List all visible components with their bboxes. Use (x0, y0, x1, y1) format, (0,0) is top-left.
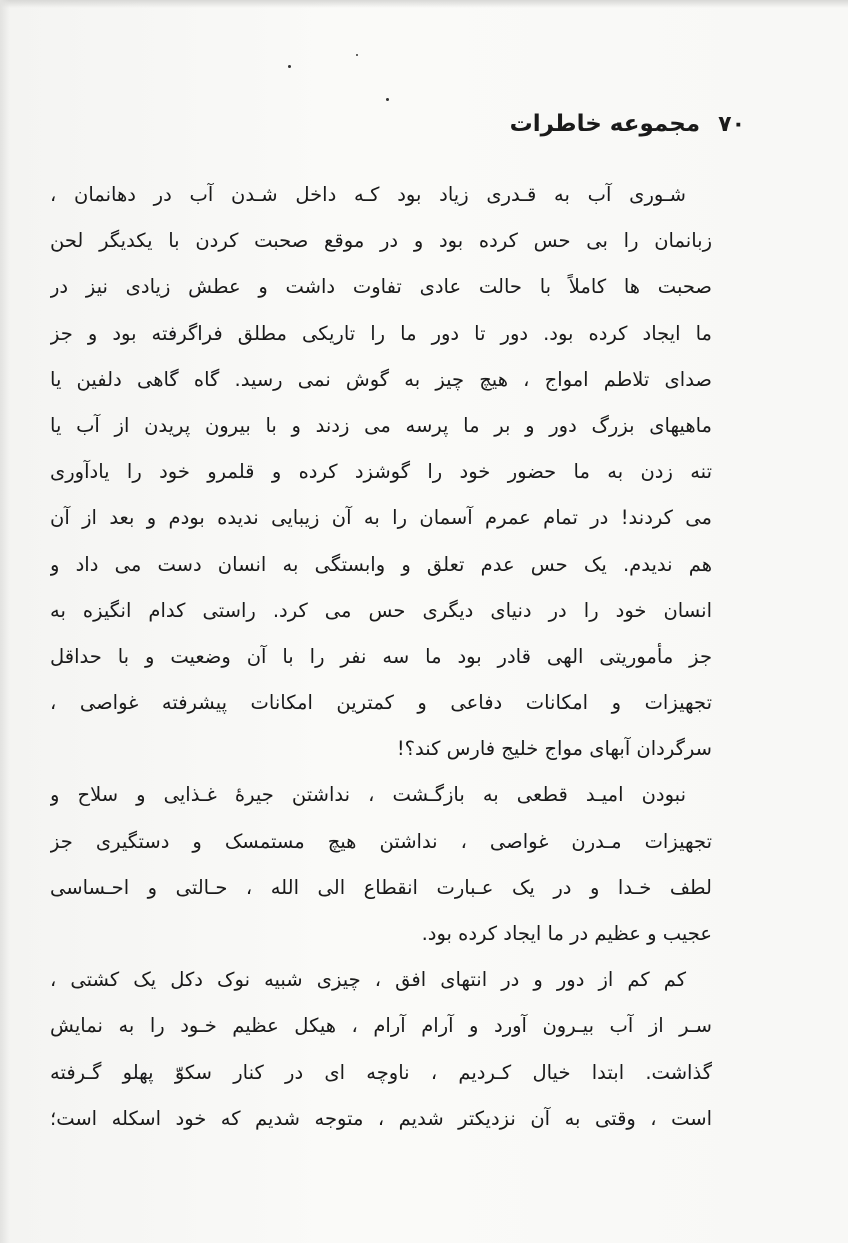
page-number: ۷۰ (718, 111, 745, 137)
text-line: تجهیزات مـدرن غواصی ، نداشتن هیچ مستمسک و دستگیری جز (50, 829, 712, 853)
print-speck (356, 54, 358, 56)
text-line: تجهیزات و امکانات دفاعی و کمترین امکانات پیشرفته غواصی ، (50, 691, 712, 715)
text-line: ما ایجاد کرده بود. دور تا دور ما را تاریکی مطلق فراگرفته بود و جز (50, 321, 712, 345)
text-line: سـر از آب بیـرون آورد و آرام آرام ، هیکل عظیم خـود را به نمایش (50, 1014, 712, 1038)
text-line: عجیب و عظیم در ما ایجاد کرده بود. (421, 922, 712, 945)
page-header (490, 104, 745, 144)
running-title: مجموعه خاطرات (509, 111, 701, 137)
text-line: تنه زدن به ما حضور خود را گوشزد کرده و قلمرو خود را یادآوری (50, 460, 712, 484)
text-line: می کردند! در تمام عمرم آسمان را به آن زیبایی ندیده بودم و بعد از آن (50, 506, 712, 530)
body-text (50, 172, 712, 1142)
page-top-shadow (0, 0, 848, 8)
print-speck (288, 65, 291, 68)
text-line: شـوری آب به قـدری زیاد بود کـه داخل شـدن آب در دهانمان ، (50, 183, 686, 206)
text-line: صحبت ها کاملاً با حالت عادی تفاوت داشت و عطش زیادی نیز در (50, 275, 712, 299)
text-line: لطف خـدا و در یک عـبارت انقطاع الی الله ، حـالتی و احـساسی (50, 875, 712, 899)
text-line: صدای تلاطم امواج ، هیچ چیز به گوش نمی رسید. گاه گاهی دلفین یا (50, 367, 712, 391)
text-line: انسان خود را در دنیای دیگری حس می کرد. راستی کدام انگیزه به (50, 598, 712, 622)
text-line: نبودن امیـد قطعی به بازگـشت ، نداشتن جیرهٔ غـذایی و سلاح و (50, 783, 686, 807)
text-line: کم کم از دور و در انتهای افق ، چیزی شبیه نوک دکل یک کشتی ، (50, 968, 686, 992)
text-line: ماهیهای بزرگ دور و بر ما پرسه می زدند و با بیرون پریدن از آب یا (50, 413, 712, 437)
text-line: گذاشت. ابتدا خیال کـردیم ، ناوچه ای در کنار سکوّ پهلو گـرفته (50, 1060, 712, 1084)
print-speck (386, 98, 389, 101)
text-line: است ، وقتی به آن نزدیکتر شدیم ، متوجه شدیم که خود اسکله است؛ (50, 1106, 712, 1130)
text-line: زبانمان را بی حس کرده بود و در موقع صحبت کردن با یکدیگر لحن (50, 229, 712, 253)
text-line: جز مأموریتی الهی قادر بود ما سه نفر را با آن وضعیت و با حداقل (50, 644, 712, 668)
text-line: هم ندیدم. یک حس عدم تعلق و وابستگی به انسان دست می داد و (50, 552, 712, 576)
page-gutter-shadow (0, 0, 10, 1243)
text-line: سرگردان آبهای مواج خلیج فارس کند؟! (396, 737, 712, 761)
